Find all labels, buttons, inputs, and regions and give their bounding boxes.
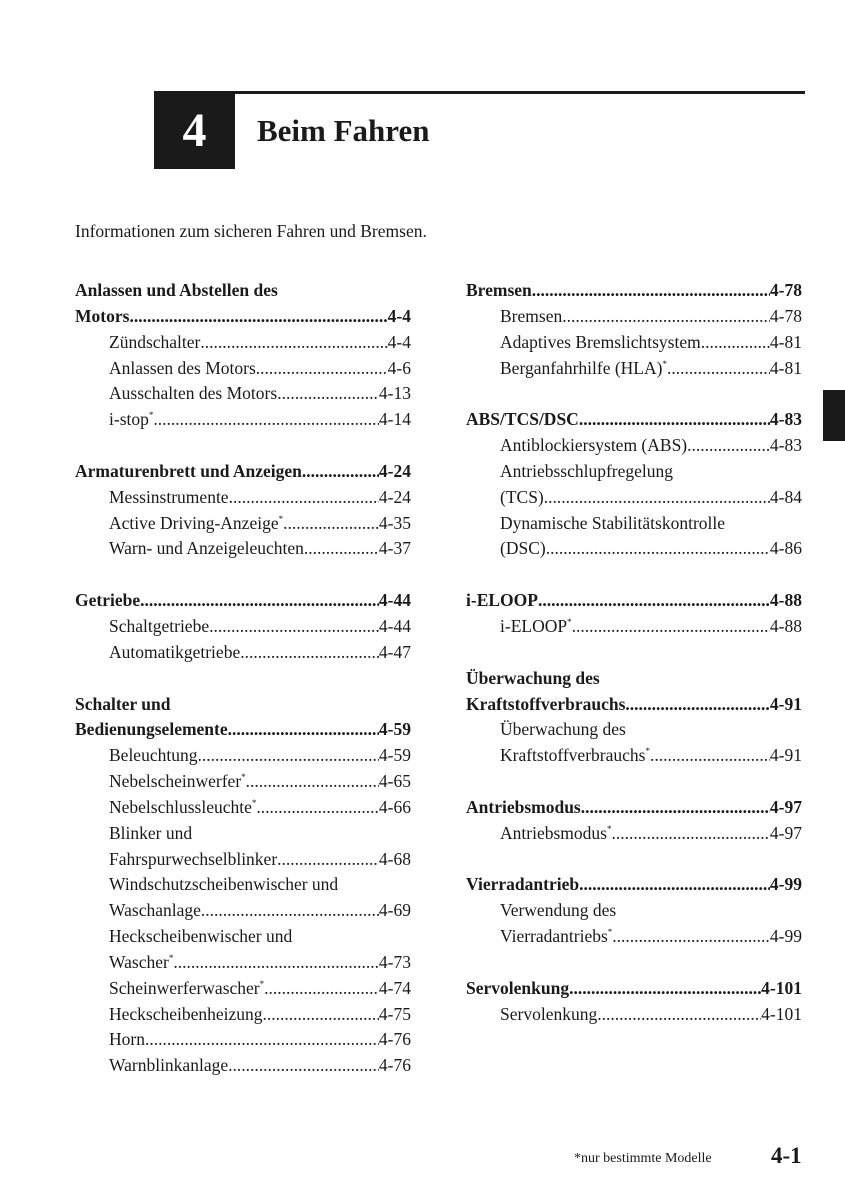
- section-gap: [466, 381, 802, 407]
- toc-page-ref: 4-59: [378, 745, 411, 766]
- toc-entry[interactable]: [75, 976, 411, 1002]
- toc-entry-title: i-ELOOP*: [500, 615, 572, 636]
- toc-page-ref: 4-97: [769, 822, 802, 843]
- toc-entry-title: Verwendung des: [500, 900, 617, 921]
- toc-entry[interactable]: [75, 407, 411, 433]
- toc-page-ref: 4-99: [769, 926, 802, 947]
- toc-page-ref: 4-6: [387, 357, 411, 378]
- toc-entry[interactable]: [75, 1053, 411, 1079]
- toc-entry-title: Blinker und: [109, 822, 193, 843]
- dot-leader: [246, 769, 379, 795]
- toc-entry-title: Bremsen: [500, 305, 563, 326]
- dot-leader: [532, 278, 770, 304]
- toc-entry-title: Motors: [75, 305, 130, 326]
- toc-section-heading[interactable]: [75, 459, 411, 485]
- toc-page-ref: 4-88: [769, 590, 802, 611]
- toc-entry[interactable]: [466, 536, 802, 562]
- dot-leader: [256, 356, 388, 382]
- footnote-marker: *: [607, 927, 613, 938]
- toc-section-heading[interactable]: [466, 976, 802, 1002]
- toc-page-ref: 4-59: [378, 719, 411, 740]
- toc-entry-title: Ausschalten des Motors: [109, 383, 278, 404]
- section-gap: [466, 640, 802, 666]
- toc-entry-title: Antriebsschlupfregelung: [500, 460, 674, 481]
- dot-leader: [562, 304, 770, 330]
- toc-entry: [75, 872, 411, 898]
- toc-entry[interactable]: [75, 381, 411, 407]
- dot-leader: [145, 1027, 379, 1053]
- toc-page-ref: 4-76: [378, 1055, 411, 1076]
- toc-entry[interactable]: [466, 330, 802, 356]
- dot-leader: [701, 330, 770, 356]
- toc-section-heading[interactable]: [75, 304, 411, 330]
- toc-entry: [466, 717, 802, 743]
- footnote-marker: *: [662, 358, 667, 369]
- toc-entry[interactable]: [75, 1002, 411, 1028]
- dot-leader: [200, 330, 387, 356]
- toc-entry[interactable]: [466, 1002, 802, 1028]
- chapter-number: 4: [182, 103, 207, 157]
- toc-entry-title: Bedienungselemente: [75, 719, 228, 740]
- dot-leader: [129, 304, 387, 330]
- toc-entry-title: Heckscheibenheizung: [109, 1003, 263, 1024]
- toc-page-ref: 4-101: [761, 1003, 802, 1024]
- toc-entry[interactable]: [75, 485, 411, 511]
- dot-leader: [569, 976, 761, 1002]
- footnote-marker: *: [259, 978, 265, 989]
- toc-entry-title: Schaltgetriebe: [109, 615, 210, 636]
- section-gap: [75, 433, 411, 459]
- toc-page-ref: 4-75: [378, 1003, 411, 1024]
- toc-left-column: [75, 278, 411, 1079]
- toc-page-ref: 4-83: [769, 435, 802, 456]
- toc-entry-title: Horn: [109, 1029, 145, 1050]
- dot-leader: [264, 976, 379, 1002]
- toc-entry-title: Adaptives Bremslichtsystem: [500, 331, 701, 352]
- toc-entry-title: Nebelscheinwerfer*: [109, 771, 246, 792]
- toc-entry-title: Vierradantriebs*: [500, 926, 613, 947]
- toc-entry-title: Schalter und: [75, 693, 171, 714]
- chapter-intro: Informationen zum sicheren Fahren und Bremsen.: [75, 221, 427, 241]
- toc-section-heading[interactable]: [466, 872, 802, 898]
- toc-page-ref: 4-74: [378, 977, 411, 998]
- toc-page-ref: 4-47: [378, 641, 411, 662]
- toc-page-ref: 4-78: [769, 305, 802, 326]
- toc-page-ref: 4-81: [769, 357, 802, 378]
- toc-entry-title: Überwachung des: [466, 667, 600, 688]
- dot-leader: [611, 821, 769, 847]
- toc-entry[interactable]: [75, 769, 411, 795]
- toc-page-ref: 4-69: [378, 900, 411, 921]
- dot-leader: [201, 898, 379, 924]
- toc-entry-title: (TCS): [500, 486, 544, 507]
- toc-page-ref: 4-24: [378, 460, 411, 481]
- toc-entry-title: Kraftstoffverbrauchs*: [500, 745, 650, 766]
- toc-entry-title: i-stop*: [109, 409, 154, 430]
- footnote-marker: *: [567, 616, 572, 627]
- toc-page-ref: 4-88: [769, 615, 802, 636]
- toc-page-ref: 4-91: [769, 745, 802, 766]
- dot-leader: [263, 1002, 379, 1028]
- toc-entry-title: Automatikgetriebe: [109, 641, 241, 662]
- toc-entry[interactable]: [75, 511, 411, 537]
- toc-entry: [75, 924, 411, 950]
- footnote-marker: *: [645, 746, 650, 757]
- toc-entry-title: Getriebe: [75, 590, 141, 611]
- toc-entry[interactable]: [75, 640, 411, 666]
- dot-leader: [304, 536, 379, 562]
- dot-leader: [538, 588, 770, 614]
- dot-leader: [597, 1002, 761, 1028]
- dot-leader: [667, 356, 770, 382]
- toc-section-heading[interactable]: [75, 588, 411, 614]
- toc-entry[interactable]: [466, 485, 802, 511]
- toc-entry: [466, 459, 802, 485]
- toc-section-heading[interactable]: [466, 278, 802, 304]
- toc-page-ref: 4-65: [378, 771, 411, 792]
- toc-entry-title: Anlassen des Motors: [109, 357, 256, 378]
- toc-page-ref: 4-44: [378, 590, 411, 611]
- dot-leader: [546, 536, 770, 562]
- toc-entry[interactable]: [75, 898, 411, 924]
- toc-entry[interactable]: [466, 304, 802, 330]
- toc-entry-title: Nebelschlussleuchte*: [109, 796, 257, 817]
- toc-entry: [75, 821, 411, 847]
- toc-entry-title: Warn- und Anzeigeleuchten: [109, 538, 304, 559]
- dot-leader: [302, 459, 379, 485]
- toc-page-ref: 4-83: [769, 409, 802, 430]
- toc-entry[interactable]: [75, 950, 411, 976]
- toc-entry-title: Antriebsmodus: [466, 796, 581, 817]
- toc-entry: [466, 898, 802, 924]
- toc-section-heading: [75, 692, 411, 718]
- toc-entry-title: i-ELOOP: [466, 590, 538, 611]
- toc-entry-title: (DSC): [500, 538, 546, 559]
- dot-leader: [228, 1053, 379, 1079]
- toc-section-heading: [75, 278, 411, 304]
- footnote-marker: *: [606, 823, 612, 834]
- section-gap: [466, 847, 802, 873]
- toc-page-ref: 4-13: [378, 383, 411, 404]
- toc-page-ref: 4-35: [378, 512, 411, 533]
- toc-page-ref: 4-81: [769, 331, 802, 352]
- dot-leader: [197, 743, 378, 769]
- dot-leader: [209, 614, 379, 640]
- toc-entry[interactable]: [75, 847, 411, 873]
- chapter-title: Beim Fahren: [257, 113, 430, 148]
- dot-leader: [687, 433, 770, 459]
- toc-entry[interactable]: [75, 536, 411, 562]
- chapter-side-tab: [823, 390, 845, 441]
- toc-section-heading[interactable]: [466, 692, 802, 718]
- toc-entry-title: Heckscheibenwischer und: [109, 926, 293, 947]
- dot-leader: [256, 795, 379, 821]
- toc-page-ref: 4-4: [387, 305, 411, 326]
- dot-leader: [612, 924, 770, 950]
- toc-entry-title: Kraftstoffverbrauchs: [466, 693, 626, 714]
- section-gap: [75, 666, 411, 692]
- dot-leader: [650, 743, 770, 769]
- toc-entry-title: Beleuchtung: [109, 745, 198, 766]
- dot-leader: [579, 407, 770, 433]
- chapter-number-box: [154, 91, 235, 169]
- toc-entry[interactable]: [75, 795, 411, 821]
- footnote: *nur bestimmte Modelle: [574, 1151, 712, 1166]
- dot-leader: [283, 511, 379, 537]
- toc-entry[interactable]: [75, 743, 411, 769]
- toc-section-heading[interactable]: [75, 717, 411, 743]
- dot-leader: [277, 381, 379, 407]
- toc-entry-title: ABS/TCS/DSC: [466, 409, 579, 430]
- toc-entry-title: Dynamische Stabilitätskontrolle: [500, 512, 726, 533]
- dot-leader: [140, 588, 379, 614]
- toc-section-heading[interactable]: [466, 588, 802, 614]
- footnote-marker: *: [251, 797, 257, 808]
- toc-entry-title: Scheinwerferwascher*: [109, 977, 265, 998]
- toc-entry-title: Bremsen: [466, 280, 532, 300]
- toc-entry-title: Waschanlage: [109, 900, 201, 921]
- footnote-marker: *: [278, 513, 284, 524]
- toc-page-ref: 4-24: [378, 486, 411, 507]
- toc-page-ref: 4-101: [761, 977, 802, 998]
- footnote-marker: *: [168, 952, 174, 963]
- toc-entry-title: Armaturenbrett und Anzeigen: [75, 460, 302, 481]
- dot-leader: [173, 950, 379, 976]
- toc-page-ref: 4-73: [378, 951, 411, 972]
- toc-entry-title: Anlassen und Abstellen des: [75, 280, 278, 300]
- toc-entry-title: Messinstrumente: [109, 486, 229, 507]
- toc-page-ref: 4-86: [769, 538, 802, 559]
- toc-entry[interactable]: [75, 356, 411, 382]
- toc-page-ref: 4-84: [769, 486, 802, 507]
- toc-entry[interactable]: [75, 614, 411, 640]
- toc-entry-title: Fahrspurwechselblinker: [109, 848, 278, 869]
- toc-entry-title: Windschutzscheibenwischer und: [109, 874, 339, 895]
- footnote-marker: *: [148, 410, 154, 421]
- toc-page-ref: 4-14: [378, 409, 411, 430]
- toc-section-heading[interactable]: [466, 795, 802, 821]
- toc-entry-title: Warnblinkanlage: [109, 1055, 229, 1076]
- dot-leader: [153, 407, 379, 433]
- toc-page-ref: 4-37: [378, 538, 411, 559]
- dot-leader: [625, 692, 770, 718]
- toc-page-ref: 4-91: [769, 693, 802, 714]
- toc-section-heading[interactable]: [466, 407, 802, 433]
- toc-page-ref: 4-68: [378, 848, 411, 869]
- toc-entry-title: Berganfahrhilfe (HLA)*: [500, 357, 667, 378]
- toc-section-heading: [466, 666, 802, 692]
- toc-entry[interactable]: [466, 356, 802, 382]
- toc-entry-title: Zündschalter: [109, 331, 201, 352]
- dot-leader: [544, 485, 770, 511]
- toc-entry[interactable]: [466, 924, 802, 950]
- toc-right-column: [466, 278, 802, 1027]
- footnote-marker: *: [241, 772, 246, 783]
- toc-entry-title: Antriebsmodus*: [500, 822, 612, 843]
- section-gap: [75, 562, 411, 588]
- header-rule: [155, 91, 805, 94]
- dot-leader: [277, 847, 379, 873]
- toc-entry-title: Active Driving-Anzeige*: [109, 512, 284, 533]
- toc-entry: [466, 511, 802, 537]
- toc-page-ref: 4-78: [769, 280, 802, 300]
- dot-leader: [572, 614, 770, 640]
- toc-page-ref: 4-97: [769, 796, 802, 817]
- toc-page-ref: 4-76: [378, 1029, 411, 1050]
- dot-leader: [228, 717, 379, 743]
- toc-entry-title: Wascher*: [109, 951, 174, 972]
- toc-entry-title: Antiblockiersystem (ABS): [500, 435, 688, 456]
- section-gap: [466, 950, 802, 976]
- toc-page-ref: 4-4: [387, 331, 411, 352]
- section-gap: [466, 562, 802, 588]
- section-gap: [466, 769, 802, 795]
- toc-page-ref: 4-44: [378, 615, 411, 636]
- toc-entry[interactable]: [466, 614, 802, 640]
- toc-page-ref: 4-66: [378, 796, 411, 817]
- toc-entry-title: Vierradantrieb: [466, 874, 580, 895]
- toc-entry[interactable]: [75, 1027, 411, 1053]
- toc-entry[interactable]: [75, 330, 411, 356]
- toc-page-ref: 4-99: [769, 874, 802, 895]
- dot-leader: [579, 872, 770, 898]
- toc-entry[interactable]: [466, 433, 802, 459]
- toc-entry[interactable]: [466, 743, 802, 769]
- dot-leader: [240, 640, 379, 666]
- dot-leader: [229, 485, 379, 511]
- dot-leader: [581, 795, 770, 821]
- toc-entry-title: Überwachung des: [500, 719, 626, 740]
- toc-entry[interactable]: [466, 821, 802, 847]
- toc-entry-title: Servolenkung: [500, 1003, 598, 1024]
- page-number: 4-1: [771, 1143, 802, 1168]
- toc-entry-title: Servolenkung: [466, 977, 570, 998]
